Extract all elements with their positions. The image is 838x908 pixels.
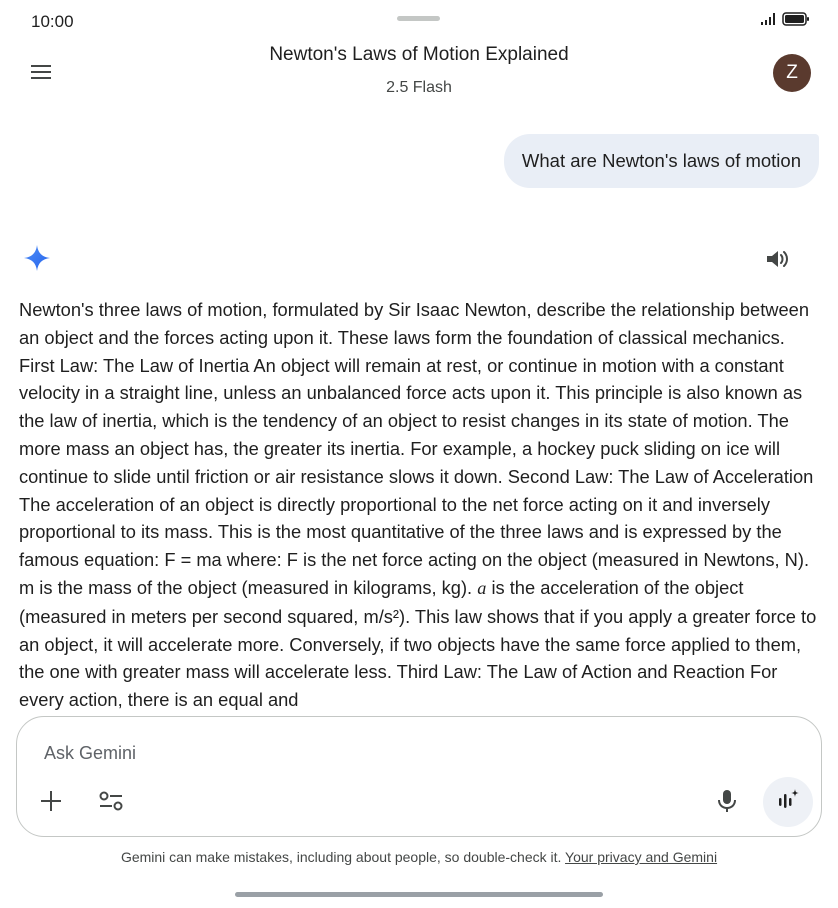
microphone-button[interactable] [707, 783, 747, 823]
speaker-icon[interactable] [763, 245, 791, 273]
user-message-bubble [504, 134, 819, 188]
response-text-part-1: Newton's three laws of motion, formulated by Sir Isaac Newton, describe the relationship between an object and the forces acting upon it. These laws form the foundation of classical mechanics. First Law: The Law of Inertia An object will remain at rest, or continue in motion with a constant velocity in a straight line, unless an unbalanced force acts upon it. This principle is also known as the law of inertia, which is the tendency of an object to resist changes in its state of motion. The more mass an object has, the greater its inertia. For example, a hockey puck sliding on ice will continue to slide until friction or air resistance slows it down. Second Law: The Law of Acceleration The acceleration of an object is directly proportional to the net force acting on it and inversely proportional to its mass. This is the most quantitative of the three laws and is expressed by the famous equation: F = ma where: F is the net force acting on the object (measured in Newtons, N). m is the mass of the object (measured in kilograms, kg). [19, 299, 814, 598]
disclaimer [0, 849, 838, 865]
tools-sliders-icon [98, 789, 124, 818]
response-italic-variable: a [477, 577, 487, 598]
gemini-live-icon [775, 787, 801, 818]
chat-title[interactable]: Newton's Laws of Motion Explained [269, 44, 569, 65]
signal-icon [760, 12, 778, 31]
battery-icon [782, 12, 810, 31]
plus-icon [39, 789, 63, 818]
status-time: 10:00 [31, 12, 74, 31]
drag-handle[interactable] [397, 16, 440, 21]
assistant-response [19, 296, 821, 714]
model-selector[interactable]: 2.5 Flash [386, 79, 452, 96]
disclaimer-text: Gemini can make mistakes, including about people, so double-check it. [120, 849, 562, 865]
ask-gemini-input[interactable] [44, 741, 644, 765]
gemini-live-button[interactable] [763, 777, 813, 827]
tools-button[interactable] [91, 783, 131, 823]
privacy-link[interactable]: Your privacy and Gemini [565, 849, 718, 865]
add-attachment-button[interactable] [31, 783, 71, 823]
gemini-sparkle-icon [22, 243, 52, 273]
home-indicator[interactable] [235, 892, 603, 897]
avatar[interactable]: Z [773, 54, 811, 92]
microphone-icon [716, 788, 738, 819]
response-text-part-2: is the acceleration of the object (measured in meters per second squared, m/s²). This law shows that if you apply a greater force to an object, it will accelerate more. Conversely, if two objects have the same force applied to them, the one with greater mass will accelerate less. Third Law: The Law of Action and Reaction For every action, there is an equal and [19, 576, 817, 711]
status-icons [760, 12, 810, 31]
user-message-text: What are Newton's laws of motion [521, 150, 801, 171]
composer [16, 716, 822, 837]
